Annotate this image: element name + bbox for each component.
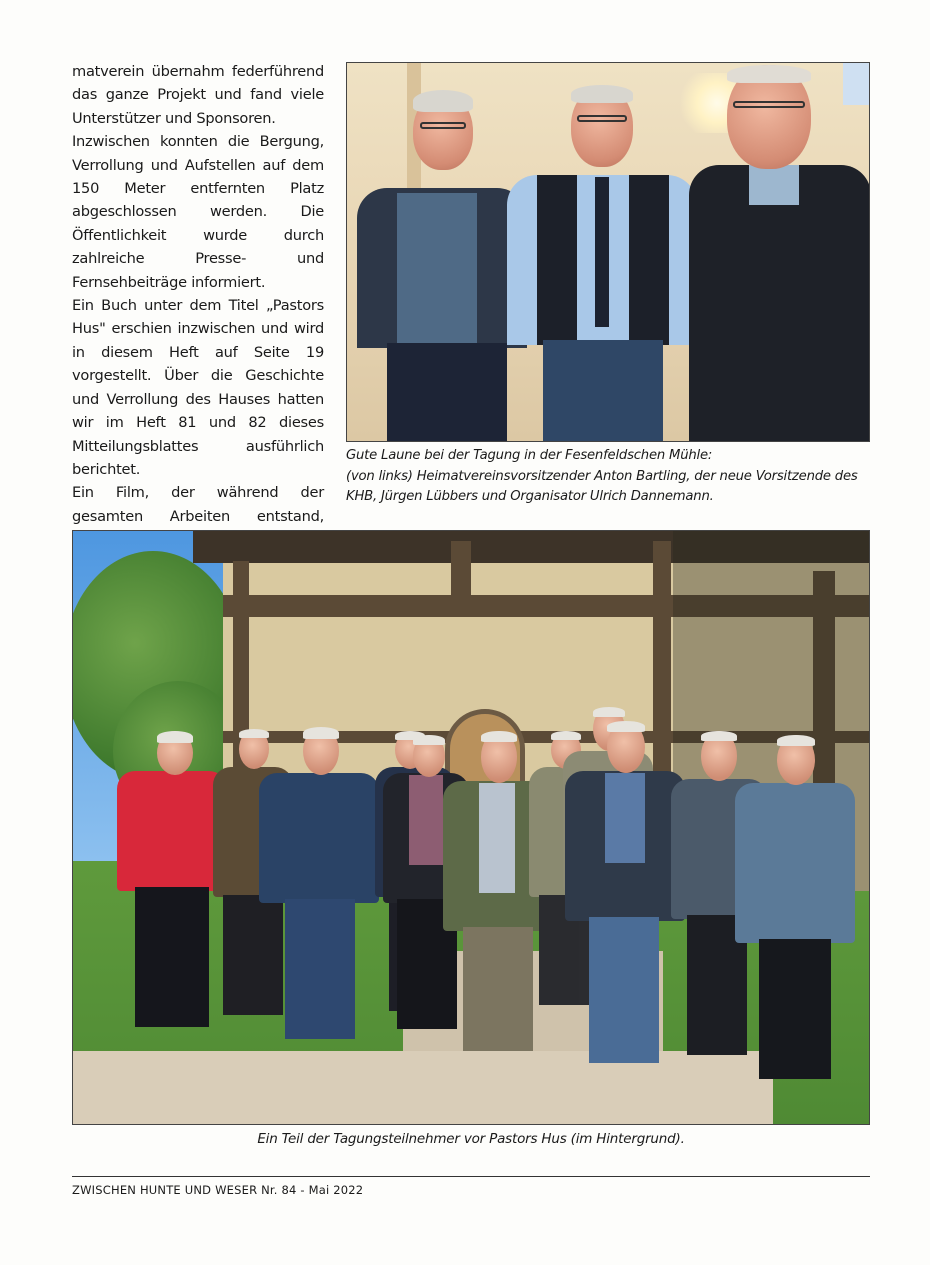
article-paragraph-1: matverein übernahm federführend das ganze Projekt und fand viele Unterstützer und Sponsoren. xyxy=(72,63,324,127)
footer-rule xyxy=(72,1176,870,1177)
person-left xyxy=(357,88,527,442)
photo-top-caption-line2: (von links) Heimatvereinsvorsitzender Anton Bartling, der neue Vorsitzende des KHB, Jürgen Lübbers und Organisator Ulrich Dannemann. xyxy=(346,468,858,504)
photo-group-caption: Ein Teil der Tagungsteilnehmer vor Pastors Hus (im Hintergrund). xyxy=(257,1131,685,1147)
article-paragraph-3: Ein Buch unter dem Titel „Pastors Hus" erschien inzwischen und wird in diesem Heft auf Seite 19 vorgestellt. Über die Geschichte und Verrollung des Hauses hatten wir im Heft 81 und 82 dieses Mitteilungsblattes ausführlich berichtet. xyxy=(72,297,324,478)
photo-beam-v2 xyxy=(451,541,471,601)
person-right xyxy=(689,65,870,442)
group-person-1 xyxy=(117,731,227,1031)
article-paragraph-2: Inzwischen konnten die Bergung, Verrollung und Aufstellen auf dem 150 Meter entfernten Platz abgeschlossen werden. Die Öffentlichkeit wurde durch zahlreiche Presse- und Fernsehbeiträge informiert. xyxy=(72,133,324,291)
article-paragraph-4: Ein Film, der während der gesamten Arbeiten entstand, xyxy=(72,484,324,525)
group-person-3 xyxy=(259,727,379,1047)
photo-top-caption xyxy=(346,446,872,508)
group-person-9 xyxy=(565,721,685,1071)
footer-publication: ZWISCHEN HUNTE UND WESER Nr. 84 - Mai 2022 xyxy=(72,1183,364,1197)
group-person-11 xyxy=(735,735,855,1085)
photo-three-men xyxy=(346,62,870,442)
person-middle xyxy=(507,85,697,442)
photo-group xyxy=(72,530,870,1125)
photo-top-caption-line1: Gute Laune bei der Tagung in der Fesenfeldschen Mühle: xyxy=(346,448,713,463)
